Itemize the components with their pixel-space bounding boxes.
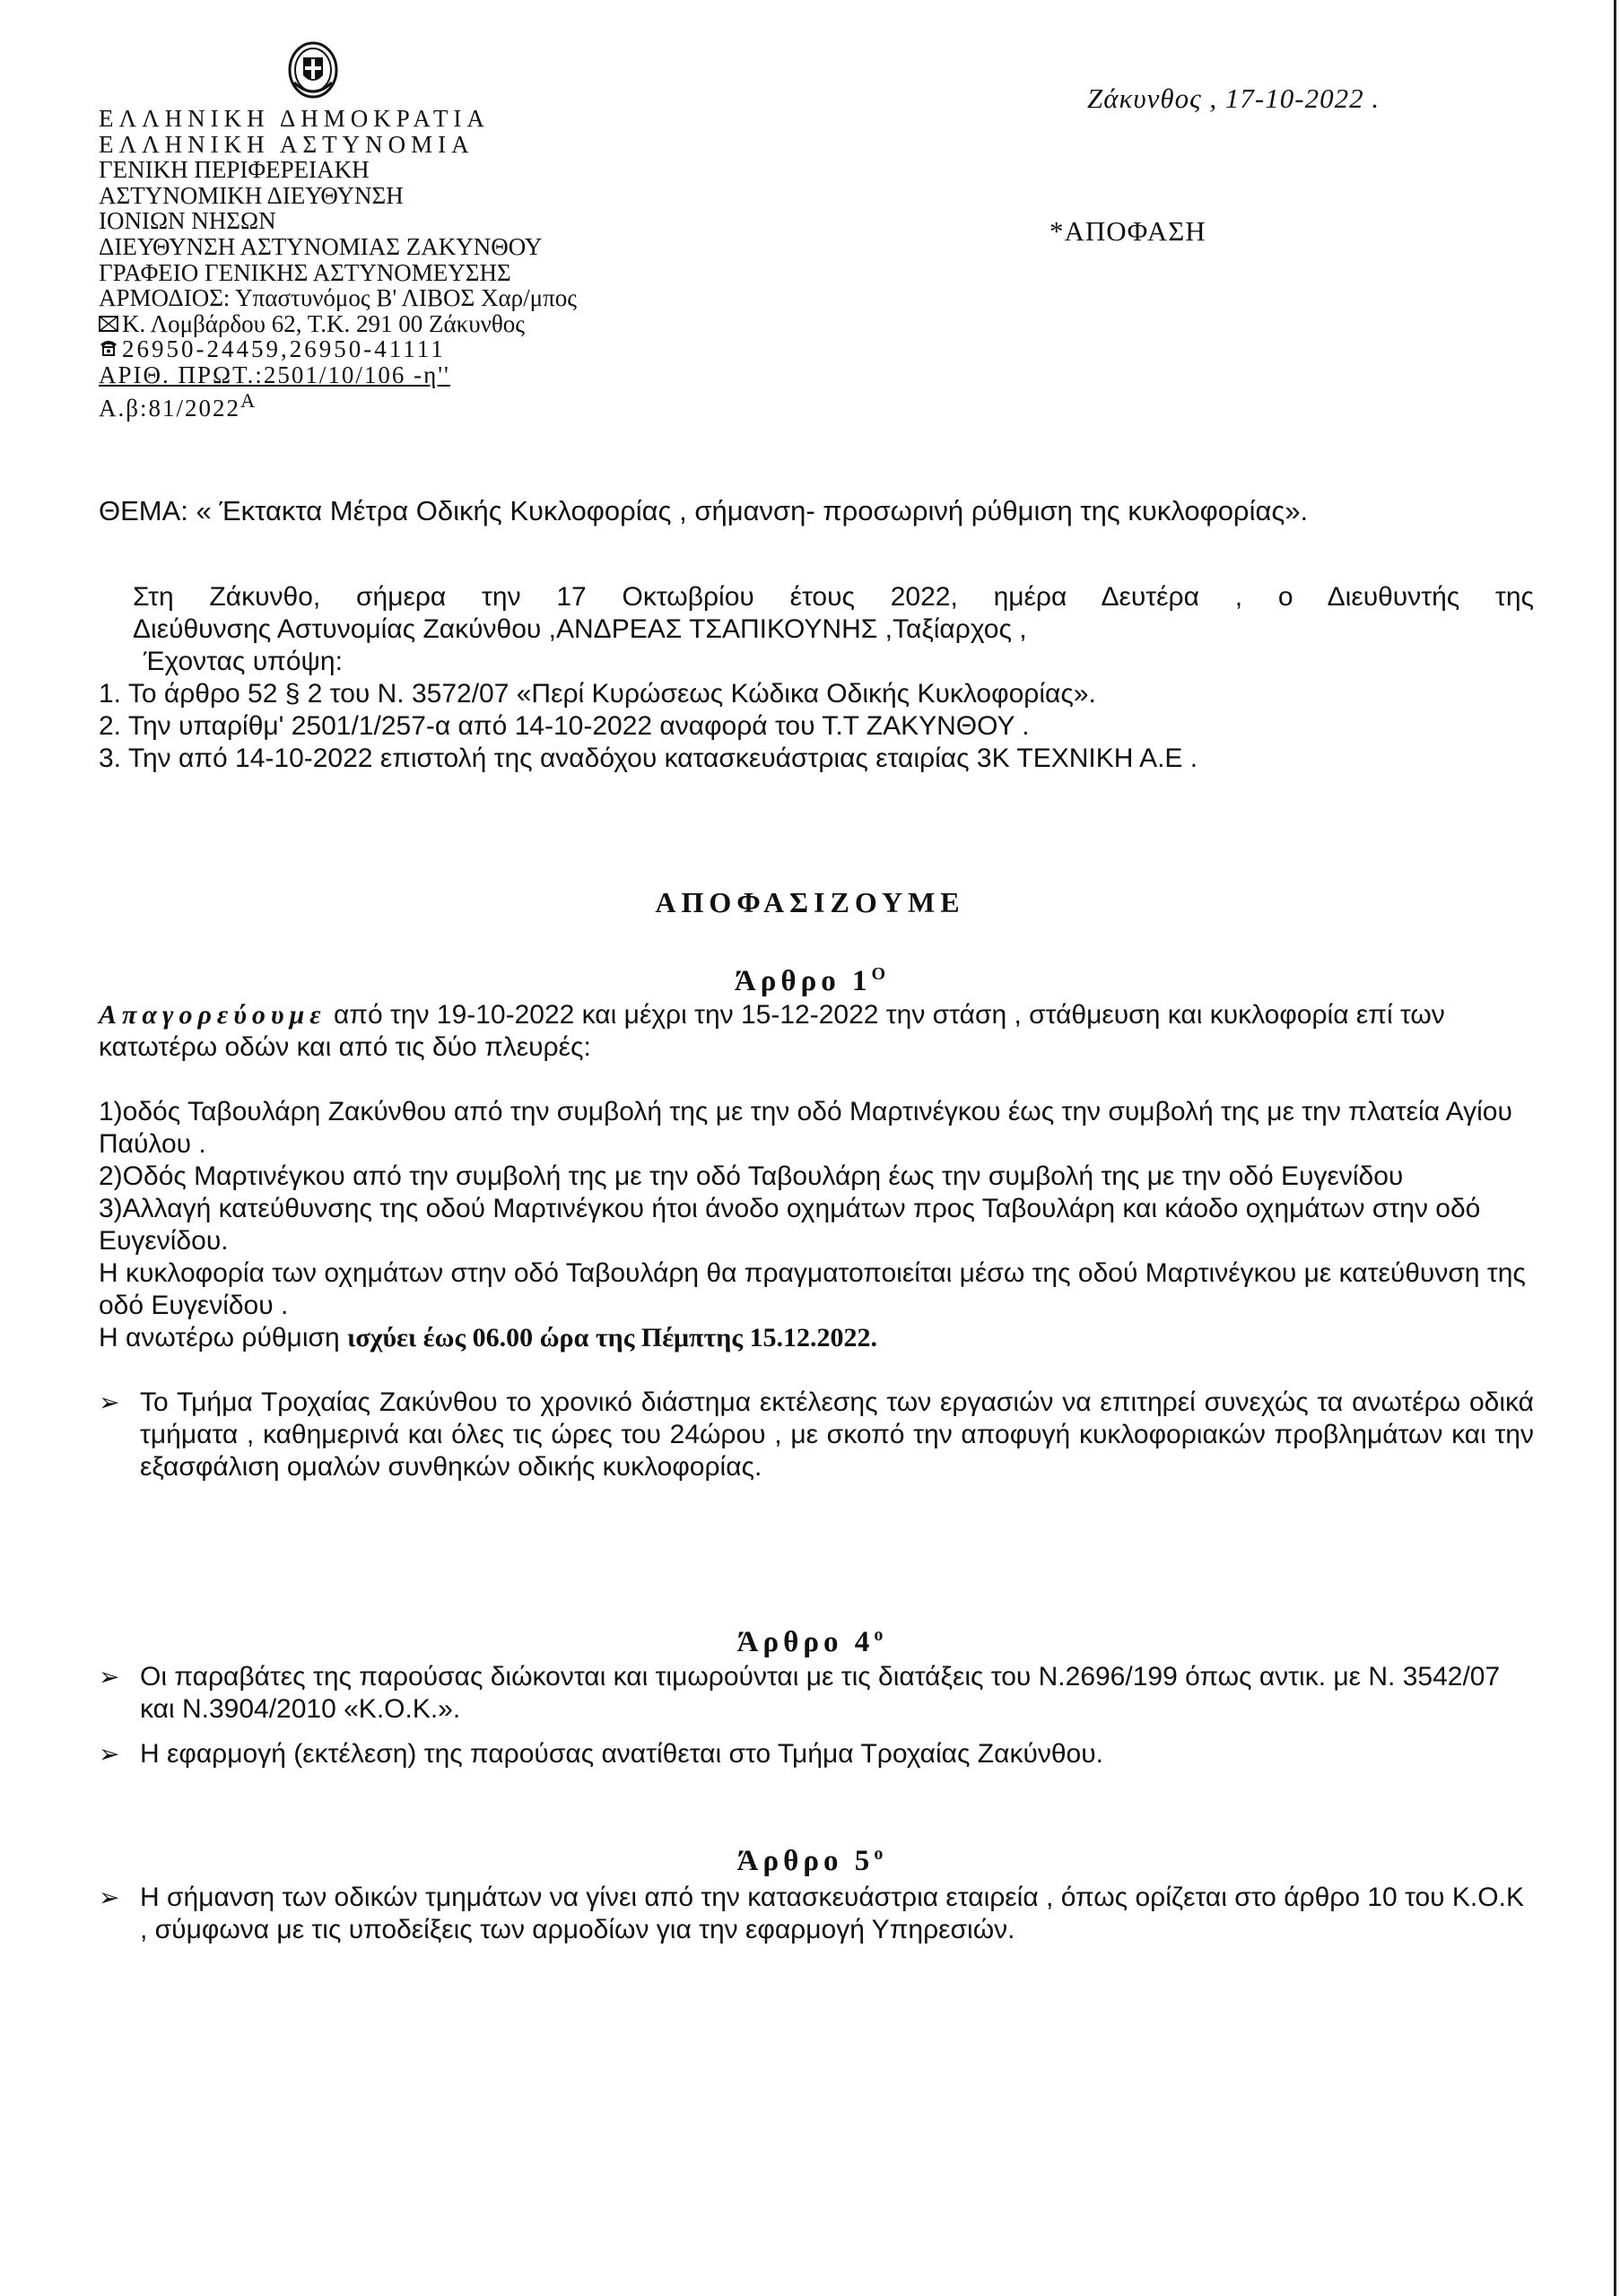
intro-section: [99, 581, 1534, 775]
header-line: ΕΛΛΗΝΙΚΗ ΔΗΜΟΚΡΑΤΙΑ: [99, 105, 490, 132]
ab-superscript: Α: [240, 388, 257, 412]
list-item: 1)οδός Ταβουλάρη Ζακύνθου από την συμβολή της με την οδό Μαρτινέγκου έως την συμβολή της με την πλατεία Αγίου Παύλου .: [99, 1097, 1512, 1159]
decide-heading: ΑΠΟΦΑΣΙΖΟΥΜΕ: [655, 886, 965, 918]
header-line: ΑΡΜΟΔΙΟΣ: Υπαστυνόμος Β' ΛΙΒΟΣ Χαρ/μπος: [99, 284, 577, 312]
intro-line: Διεύθυνσης Αστυνομίας Ζακύνθου ,ΑΝΔΡΕΑΣ ΤΣΑΠΙΚΟΥΝΗΣ ,Ταξίαρχος ,: [133, 614, 1027, 644]
header-line: ΕΛΛΗΝΙΚΗ ΑΣΤΥΝΟΜΙΑ: [99, 130, 475, 158]
arrow-bullet-icon: ➢: [99, 1388, 120, 1416]
list-item: 2)Οδός Μαρτινέγκου από την συμβολή της με την οδό Ταβουλάρη έως την συμβολή της με την οδό Ευγενίδου: [99, 1161, 1404, 1191]
list-item: ➢ Η σήμανση των οδικών τμημάτων να γίνει από την κατασκευάστρια εταιρεία , όπως ορίζεται στο άρθρο 10 του Κ.Ο.Κ , σύμφωνα με τις υποδείξεις των αρμοδίων για την εφαρμογή Υπηρεσιών.: [99, 1883, 1524, 1944]
protocol-number: ΑΡΙΘ. ΠΡΩΤ.:2501/10/106 -η'': [99, 361, 450, 388]
validity-line: Η ανωτέρω ρύθμιση ισχύει έως 06.00 ώρα της Πέμπτης 15.12.2022.: [99, 1323, 877, 1352]
arrow-bullet-icon: ➢: [99, 1883, 120, 1911]
article-5-heading: Άρθρο $5^o$: [736, 1844, 884, 1877]
article-1-heading: Άρθρο $1^O$: [734, 964, 886, 997]
lead-verb: Απαγορεύουμε: [99, 1000, 327, 1030]
header-line: ΓΕΝΙΚΗ ΠΕΡΙΦΕΡΕΙΑΚΗ: [99, 156, 370, 184]
article-5-body: [99, 1882, 1534, 1946]
considered-item: 1. Το άρθρο 52 § 2 του Ν. 3572/07 «Περί Κυρώσεως Κώδικα Οδικής Κυκλοφορίας».: [99, 679, 1096, 709]
list-item: ➢ Οι παραβάτες της παρούσας διώκονται και τιμωρούνται με τις διατάξεις του Ν.2696/199 όπως αντικ. με Ν. 3542/07 και Ν.3904/2010 «Κ.Ο.Κ.».: [99, 1662, 1501, 1724]
header-line: ΙΟΝΙΩΝ ΝΗΣΩΝ: [99, 207, 276, 235]
considered-item: 3. Την από 14-10-2022 επιστολή της αναδόχου κατασκευάστριας εταιρίας 3Κ ΤΕΧΝΙΚΗ Α.Ε .: [99, 744, 1198, 773]
article-1-lead-paragraph: Απαγορεύουμε από την 19-10-2022 και μέχρι την 15-12-2022 την στάση , στάθμευση και κυκλοφορία επί των κατωτέρω οδών και από τις δύο πλευρές:: [99, 1000, 1445, 1062]
arrow-bullet-icon: ➢: [99, 1740, 120, 1768]
header-line: ΔΙΕΥΘΥΝΣΗ ΑΣΤΥΝΟΜΙΑΣ ΖΑΚΥΝΘΟΥ: [99, 232, 543, 260]
list-item: ➢ Το Τμήμα Τροχαίας Ζακύνθου το χρονικό διάστημα εκτέλεσης των εργασιών να επιτηρεί συνεχώς τα ανωτέρω οδικά τμήματα , καθημερινά και όλες τις ώρες του 24ώρου , με σκοπό την αποφυγή κυκλοφοριακών προβλημάτων και την εξασφάλιση ομαλών συνθηκών οδικής κυκλοφορίας.: [99, 1387, 1534, 1482]
ab-number: Α.β:81/2022: [99, 394, 240, 422]
intro-line: Έχοντας υπόψη:: [144, 647, 343, 676]
article-4-body: [99, 1661, 1534, 1770]
decision-title: *ΑΠΟΦΑΣΗ: [1050, 215, 1206, 247]
article-1-body: [99, 999, 1534, 1483]
telephone-icon: [99, 336, 122, 362]
header-line: ΓΡΑΦΕΙΟ ΓΕΝΙΚΗΣ ΑΣΤΥΝΟΜΕΥΣΗΣ: [99, 258, 511, 286]
intro-line: Στη Ζάκυνθο, σήμερα την 17 Οκτωβρίου έτους 2022, ημέρα Δευτέρα , ο Διευθυντής της: [133, 582, 1534, 612]
document-date: Ζάκυνθος , 17-10-2022 .: [1087, 83, 1380, 114]
envelope-icon: [99, 311, 122, 337]
arrow-bullet-icon: ➢: [99, 1663, 120, 1691]
greek-coat-of-arms-icon: [287, 38, 339, 100]
phone-numbers: 26950-24459,26950-41111: [122, 335, 446, 363]
sender-header: [99, 106, 637, 421]
scan-edge: [1614, 0, 1616, 2296]
list-item: Η κυκλοφορία των οχημάτων στην οδό Ταβουλάρη θα πραγματοποιείται μέσω της οδού Μαρτινέγκου με κατεύθυνση της οδό Ευγενίδου .: [99, 1258, 1526, 1320]
list-item: 3)Αλλαγή κατεύθυνσης της οδού Μαρτινέγκου ήτοι άνοδο οχημάτων προς Ταβουλάρη και κάοδο οχημάτων στην οδό Ευγενίδου.: [99, 1194, 1481, 1256]
considered-item: 2. Την υπαρίθμ' 2501/1/257-α από 14-10-2022 αναφορά του Τ.Τ ΖΑΚΥΝΘΟΥ .: [99, 711, 1030, 741]
article-4-heading: Άρθρο $4^o$: [736, 1625, 884, 1658]
subject-line: ΘΕΜΑ: « Έκτακτα Μέτρα Οδικής Κυκλοφορίας , σήμανση- προσωρινή ρύθμιση της κυκλοφορίας».: [99, 495, 1309, 526]
address-line: Κ. Λομβάρδου 62, Τ.Κ. 291 00 Ζάκυνθος: [122, 309, 525, 337]
list-item: ➢ Η εφαρμογή (εκτέλεση) της παρούσας ανατίθεται στο Τμήμα Τροχαίας Ζακύνθου.: [99, 1739, 1103, 1769]
header-line: ΑΣΤΥΝΟΜΙΚΗ ΔΙΕΥΘΥΝΣΗ: [99, 181, 404, 209]
